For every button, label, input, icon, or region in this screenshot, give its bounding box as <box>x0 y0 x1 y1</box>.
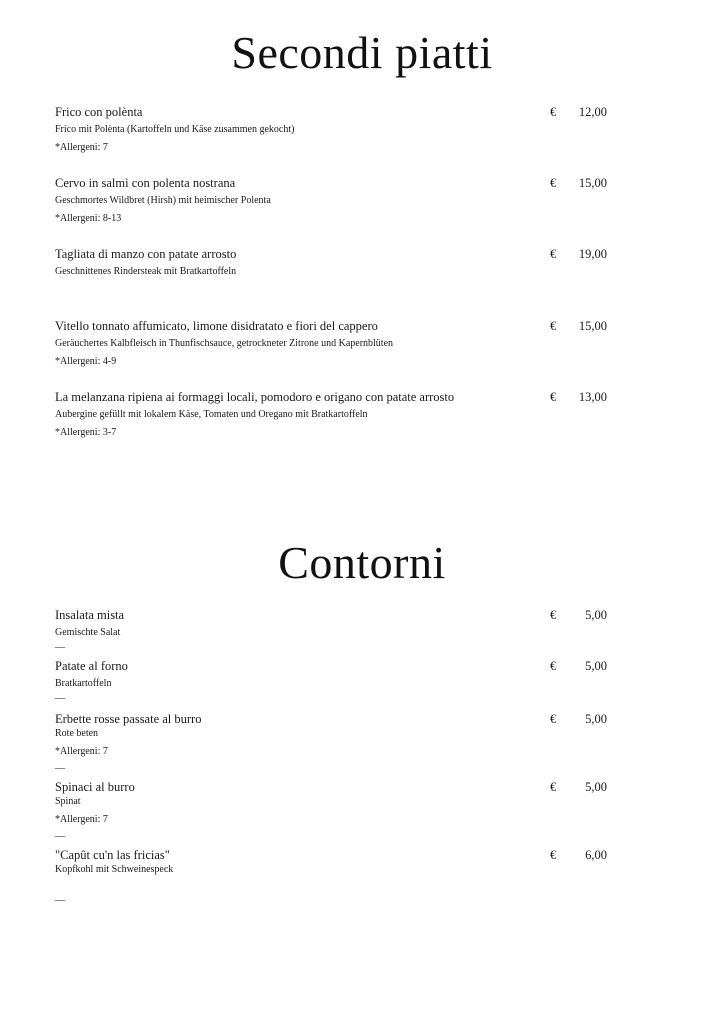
item-name: "Capût cu'n las fricias" <box>55 848 170 862</box>
item-separator: — <box>55 693 65 704</box>
price-amount: 13,00 <box>578 390 607 404</box>
currency-symbol: € <box>550 848 557 862</box>
item-description: Kopfkohl mit Schweinespeck <box>55 864 174 875</box>
item-separator: — <box>55 763 65 774</box>
menu-item <box>55 847 615 906</box>
price-amount: 15,00 <box>578 176 607 190</box>
currency-symbol: € <box>550 176 557 190</box>
currency-symbol: € <box>550 105 557 119</box>
item-separator: — <box>55 831 65 842</box>
item-name: Erbette rosse passate al burro <box>55 712 202 726</box>
menu-item <box>55 104 615 154</box>
section-title-contorni: Contorni <box>278 537 446 588</box>
price-amount: 19,00 <box>578 247 607 261</box>
item-description: Geräuchertes Kalbfleisch in Thunfischsauce, getrockneter Zitrone und Kapernblüten <box>55 338 394 349</box>
item-name: La melanzana ripiena ai formaggi locali, pomodoro e origano con patate arrosto <box>55 390 455 404</box>
item-allergens: *Allergeni: 7 <box>55 142 108 153</box>
price-amount: 5,00 <box>585 659 607 673</box>
price-amount: 15,00 <box>578 319 607 333</box>
item-name: Cervo in salmì con polenta nostrana <box>55 176 236 190</box>
price-amount: 5,00 <box>585 712 607 726</box>
item-description: Spinat <box>55 796 81 807</box>
price-amount: 6,00 <box>585 848 607 862</box>
price-amount: 12,00 <box>578 105 607 119</box>
menu-item <box>55 658 615 704</box>
item-description: Frico mit Polènta (Kartoffeln und Käse zusammen gekocht) <box>55 124 295 135</box>
item-description: Gemischte Salat <box>55 627 121 638</box>
currency-symbol: € <box>550 659 557 673</box>
currency-symbol: € <box>550 712 557 726</box>
item-description: Bratkartoffeln <box>55 678 112 689</box>
price-amount: 5,00 <box>585 608 607 622</box>
menu-item <box>55 318 615 368</box>
item-name: Frico con polènta <box>55 105 143 119</box>
item-description: Aubergine gefüllt mit lokalem Käse, Tomaten und Oregano mit Bratkartoffeln <box>55 409 368 420</box>
currency-symbol: € <box>550 390 557 404</box>
item-allergens: *Allergeni: 7 <box>55 746 108 757</box>
menu-item <box>55 711 615 774</box>
item-name: Tagliata di manzo con patate arrosto <box>55 247 237 261</box>
item-name: Insalata mista <box>55 608 125 622</box>
item-allergens: *Allergeni: 8-13 <box>55 213 122 224</box>
currency-symbol: € <box>550 319 557 333</box>
menu-item <box>55 607 615 653</box>
price-amount: 5,00 <box>585 780 607 794</box>
item-description: Rote beten <box>55 728 99 739</box>
item-allergens: *Allergeni: 4-9 <box>55 356 117 367</box>
menu-item <box>55 175 615 225</box>
item-name: Patate al forno <box>55 659 128 673</box>
currency-symbol: € <box>550 780 557 794</box>
item-name: Spinaci al burro <box>55 780 135 794</box>
section-title-secondi: Secondi piatti <box>231 27 493 78</box>
item-description: Geschmortes Wildbret (Hirsh) mit heimischer Polenta <box>55 195 271 206</box>
item-name: Vitello tonnato affumicato, limone disidratato e fiori del cappero <box>55 319 378 333</box>
menu-item <box>55 246 615 278</box>
currency-symbol: € <box>550 608 557 622</box>
currency-symbol: € <box>550 247 557 261</box>
item-separator: — <box>55 642 65 653</box>
item-description: Geschnittenes Rindersteak mit Bratkartoffeln <box>55 266 237 277</box>
item-separator: — <box>55 895 65 906</box>
menu-item <box>55 389 615 439</box>
menu-item <box>55 779 615 842</box>
item-allergens: *Allergeni: 7 <box>55 814 108 825</box>
item-allergens: *Allergeni: 3-7 <box>55 427 117 438</box>
